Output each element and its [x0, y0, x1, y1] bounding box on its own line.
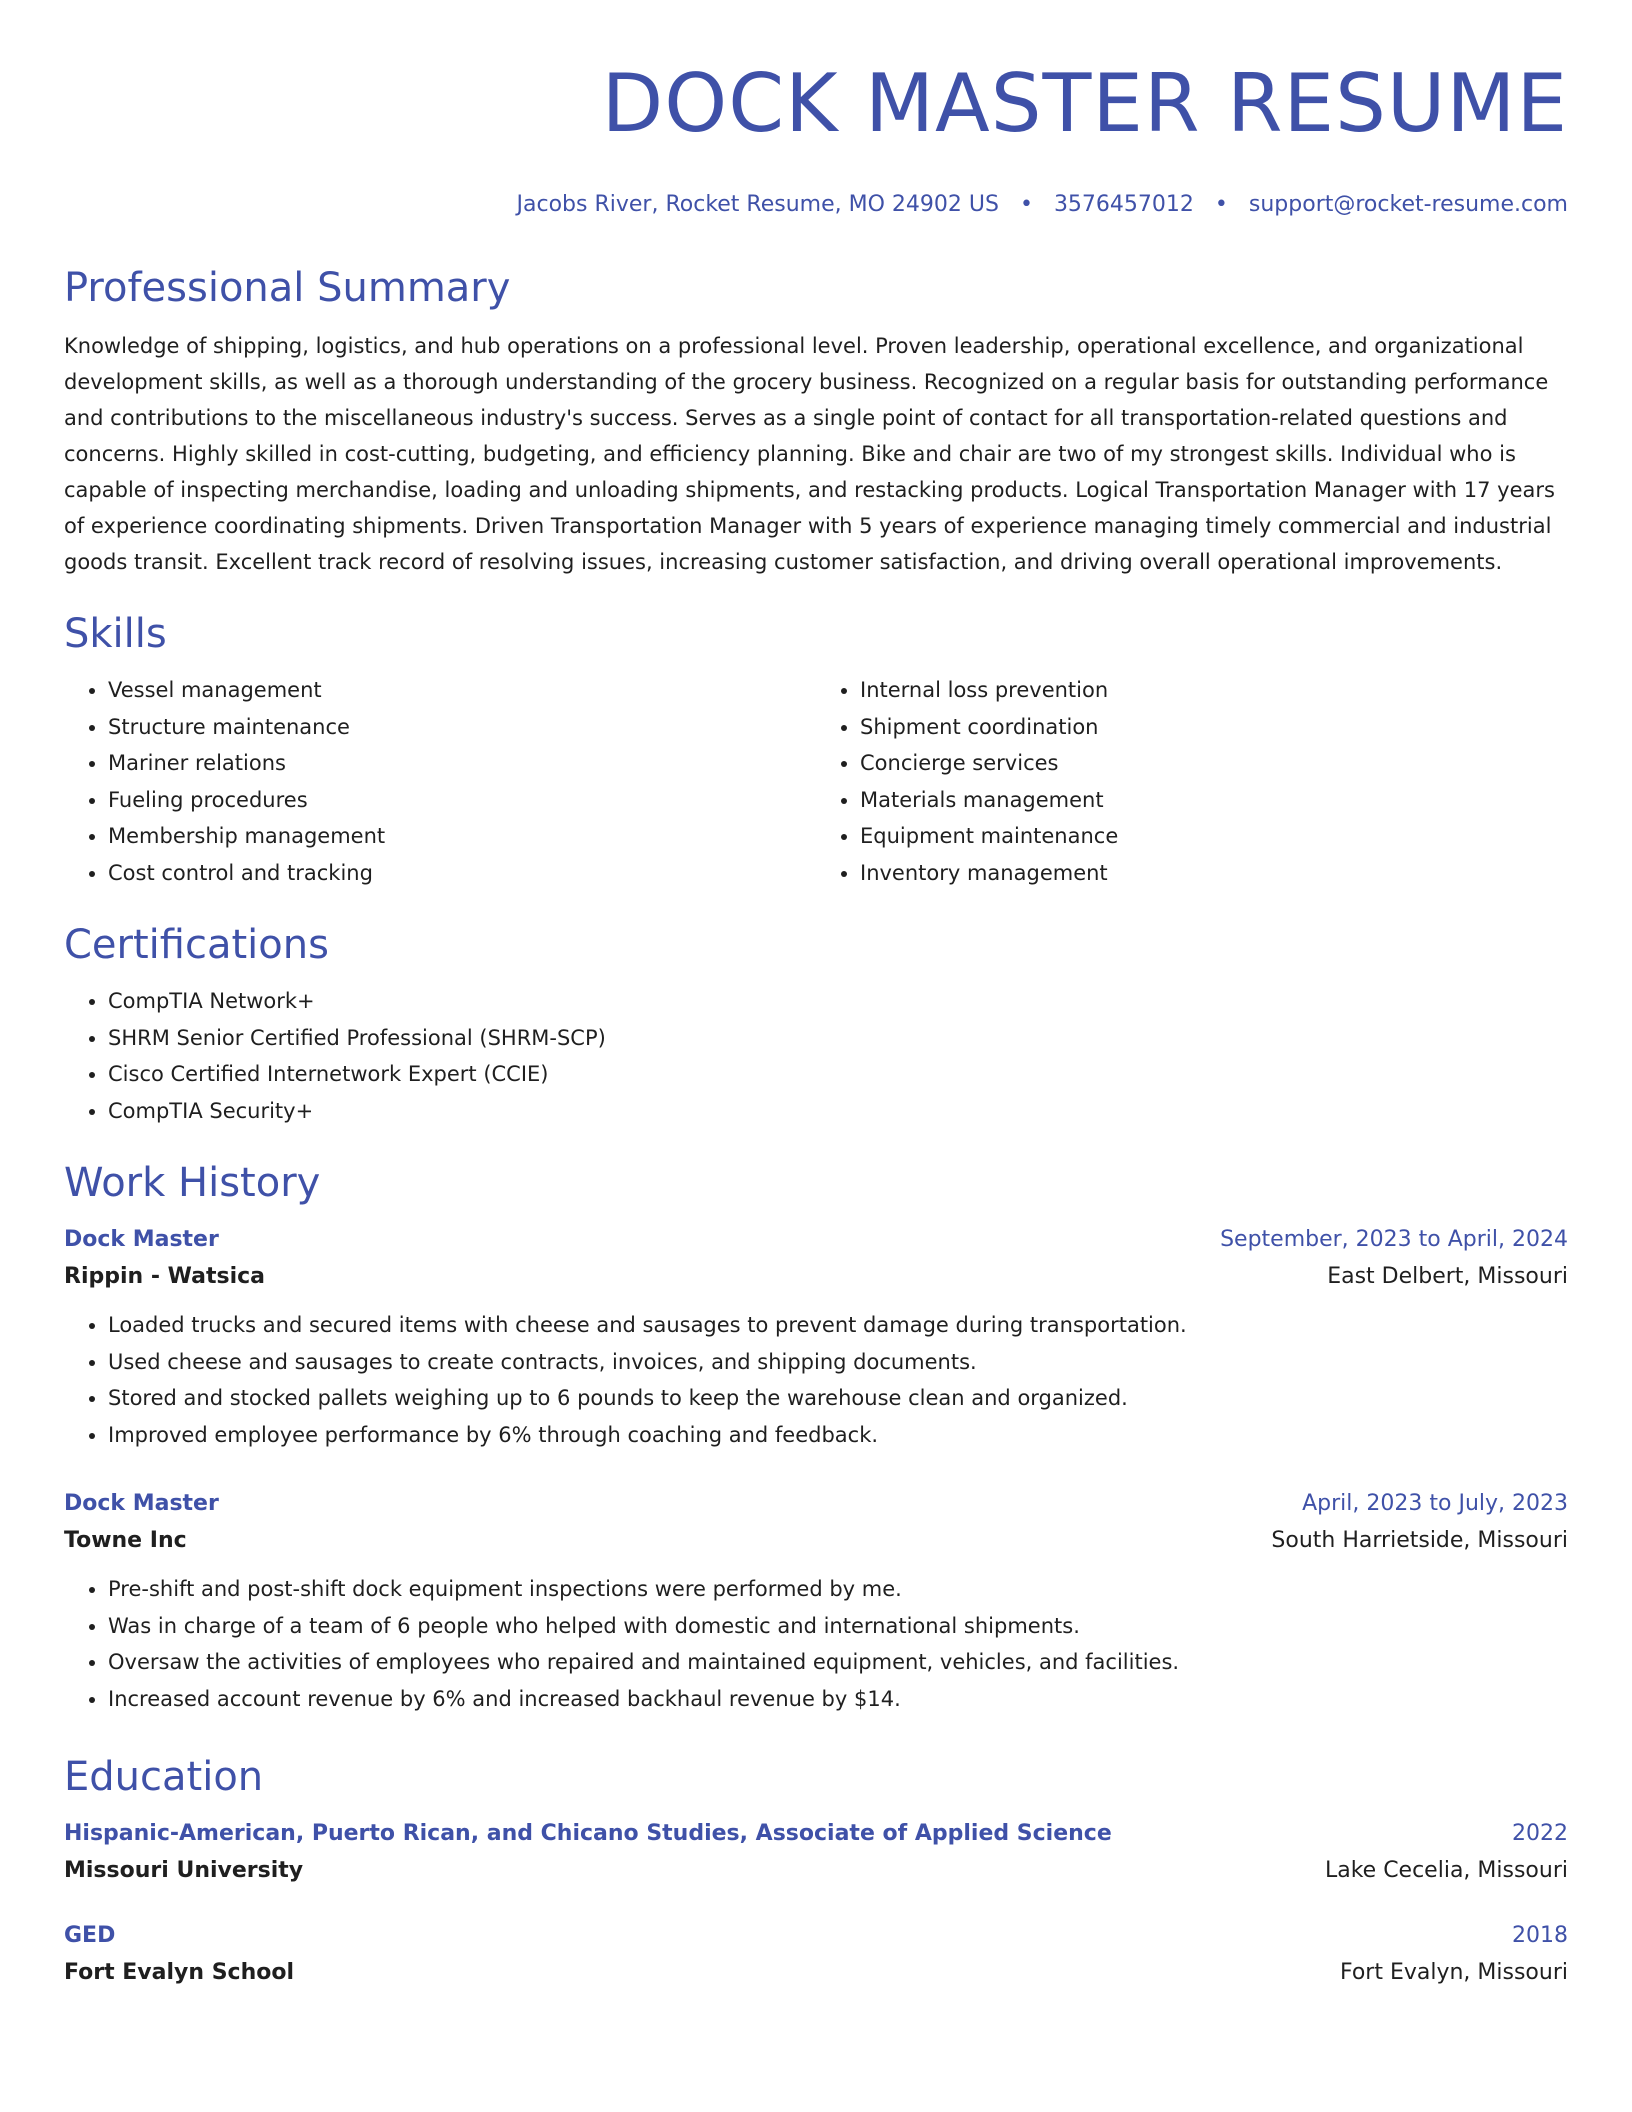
skill-item: • Concierge services	[860, 745, 1568, 782]
skill-item: • Membership management	[108, 818, 816, 855]
skill-item: • Internal loss prevention	[860, 672, 1568, 709]
job-company-row	[64, 1257, 1568, 1297]
resume-title: DOCK MASTER RESUME	[601, 57, 1568, 150]
certification-item: • CompTIA Security+	[108, 1093, 1568, 1130]
education-location: Fort Evalyn, Missouri	[1339, 1960, 1568, 1985]
job-bullet: • Improved employee performance by 6% through coaching and feedback.	[108, 1417, 1568, 1454]
skills-heading: Skills	[64, 611, 167, 657]
education-school: Missouri University	[64, 1858, 304, 1883]
job-role: Dock Master	[64, 1491, 219, 1516]
job-header-row	[64, 1487, 1568, 1521]
skill-item: • Equipment maintenance	[860, 818, 1568, 855]
phone-number: 3576457012	[1053, 192, 1194, 217]
job-company: Rippin - Watsica	[64, 1264, 265, 1289]
education-header-row	[64, 1817, 1568, 1851]
skills-list-left	[64, 672, 816, 891]
certification-item: • Cisco Certified Internetwork Expert (CCIE)	[108, 1056, 1568, 1093]
job-location: East Delbert, Missouri	[1327, 1264, 1568, 1289]
summary-text: Knowledge of shipping, logistics, and hub operations on a professional level. Proven leadership, operational excellence, and organizational development skills, as well as a thorough understanding of the grocery business. Recognized on a regular basis for outstanding performance and contributions to the miscellaneous industry's success. Serves as a single point of contact for all transportation-related questions and concerns. Highly skilled in cost-cutting, budgeting, and efficiency planning. Bike and chair are two of my strongest skills. Individual who is capable of inspecting merchandise, loading and unloading shipments, and restacking products. Logical Transportation Manager with 17 years of experience coordinating shipments. Driven Transportation Manager with 5 years of experience managing timely commercial and industrial goods transit. Excellent track record of resolving issues, increasing customer satisfaction, and driving overall operational improvements.	[64, 334, 1555, 574]
job-role: Dock Master	[64, 1227, 219, 1252]
education-year: 2022	[1512, 1821, 1568, 1846]
job-dates: September, 2023 to April, 2024	[1220, 1227, 1568, 1252]
job-bullet: • Used cheese and sausages to create contracts, invoices, and shipping documents.	[108, 1344, 1568, 1381]
job-bullet: • Increased account revenue by 6% and increased backhaul revenue by $14.	[108, 1681, 1568, 1718]
job-dates: April, 2023 to July, 2023	[1302, 1491, 1568, 1516]
skill-item: • Fueling procedures	[108, 782, 816, 819]
certification-item: • SHRM Senior Certified Professional (SHRM-SCP)	[108, 1020, 1568, 1057]
job-bullet: • Oversaw the activities of employees who repaired and maintained equipment, vehicles, and facilities.	[108, 1644, 1568, 1681]
skills-columns	[64, 672, 1568, 891]
email-address: support@rocket-resume.com	[1248, 192, 1568, 217]
education-heading: Education	[64, 1754, 264, 1800]
separator-dot: •	[1214, 192, 1228, 217]
education-header-row	[64, 1919, 1568, 1953]
job-entry	[64, 1487, 1568, 1717]
education-location: Lake Cecelia, Missouri	[1324, 1858, 1568, 1883]
education-entry	[64, 1919, 1568, 1993]
skill-item: • Materials management	[860, 782, 1568, 819]
skill-item: • Mariner relations	[108, 745, 816, 782]
certifications-list	[64, 983, 1568, 1129]
job-company-row	[64, 1521, 1568, 1561]
job-bullet: • Pre-shift and post-shift dock equipment inspections were performed by me.	[108, 1571, 1568, 1608]
skill-item: • Shipment coordination	[860, 709, 1568, 746]
address: Jacobs River, Rocket Resume, MO 24902 US	[516, 192, 999, 217]
education-degree: GED	[64, 1923, 116, 1948]
summary-heading: Professional Summary	[64, 265, 511, 311]
education-degree: Hispanic-American, Puerto Rican, and Chicano Studies, Associate of Applied Science	[64, 1821, 1112, 1846]
education-year: 2018	[1512, 1923, 1568, 1948]
education-school: Fort Evalyn School	[64, 1960, 295, 1985]
separator-dot: •	[1019, 192, 1033, 217]
job-header-row	[64, 1223, 1568, 1257]
job-bullet: • Loaded trucks and secured items with cheese and sausages to prevent damage during transportation.	[108, 1307, 1568, 1344]
job-bullets	[64, 1307, 1568, 1453]
education-school-row	[64, 1953, 1568, 1993]
work-history-heading: Work History	[64, 1160, 321, 1206]
skills-list-right	[816, 672, 1568, 891]
skill-item: • Structure maintenance	[108, 709, 816, 746]
certification-item: • CompTIA Network+	[108, 983, 1568, 1020]
job-bullet: • Stored and stocked pallets weighing up to 6 pounds to keep the warehouse clean and organized.	[108, 1380, 1568, 1417]
job-bullet: • Was in charge of a team of 6 people who helped with domestic and international shipments.	[108, 1608, 1568, 1645]
education-entry	[64, 1817, 1568, 1891]
skill-item: • Cost control and tracking	[108, 855, 816, 892]
education-school-row	[64, 1851, 1568, 1891]
certifications-heading: Certifications	[64, 922, 329, 968]
skill-item: • Inventory management	[860, 855, 1568, 892]
skill-item: • Vessel management	[108, 672, 816, 709]
job-bullets	[64, 1571, 1568, 1717]
contact-line	[64, 190, 1568, 220]
job-location: South Harrietside, Missouri	[1271, 1528, 1568, 1553]
job-entry	[64, 1223, 1568, 1453]
job-company: Towne Inc	[64, 1528, 187, 1553]
